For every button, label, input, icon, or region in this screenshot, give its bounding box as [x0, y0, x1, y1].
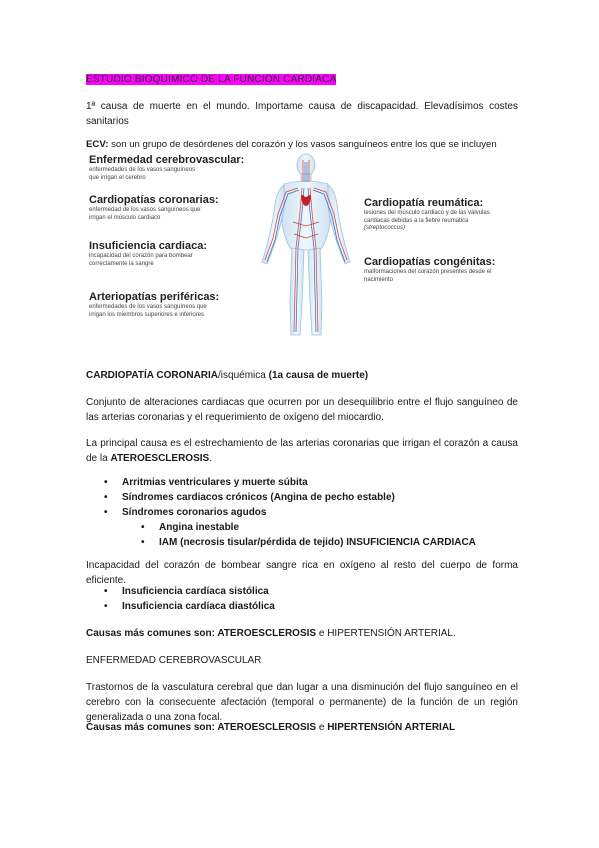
figure-label-cerebrovascular: Enfermedad cerebrovascular: enfermedades de los vasos sanguíneos que irrigan el cerebro: [89, 154, 245, 181]
list-item: • Insuficiencia cardíaca diastólica: [104, 599, 524, 614]
human-body-illustration: [246, 152, 366, 342]
ecv-paragraph: ECV: son un grupo de desórdenes del corazón y los vasos sanguíneos entre los que se incluyen: [86, 139, 497, 150]
figure-label-perifericas: Arteriopatías periféricas: enfermedades de los vasos sanguíneos que irrigan los miembros superiores e inferiores: [89, 291, 220, 318]
coronaria-definition: Conjunto de alteraciones cardiacas que ocurren por un desequilibrio entre el flujo sanguíneo de las arterias coronarias y el requerimiento de oxígeno del miocardio.: [86, 397, 518, 423]
cerebrovascular-causas: Causas más comunes son: ATEROESCLEROSIS e HIPERTENSIÓN ARTERIAL: [86, 722, 456, 733]
list-item: • Síndromes cardiacos crónicos (Angina de pecho estable): [104, 490, 524, 505]
coronaria-sublist: [141, 520, 531, 550]
cerebrovascular-definition: Trastornos de la vasculatura cerebral que dan lugar a una disminución del flujo sanguíneo en el cerebro con la consecuente afectación (temporal o permanente) de la función de un región generalizada o una zona focal.: [86, 682, 518, 723]
coronaria-list: [104, 475, 524, 520]
list-item: • Angina inestable: [141, 520, 531, 535]
figure-label-reumatica: Cardiopatía reumática: lesiones del músculo cardiaco y de las válvulas cardiacas debidas a la fiebre reumática (streptococcus): [364, 197, 490, 231]
list-item: • Insuficiencia cardíaca sistólica: [104, 584, 524, 599]
coronaria-causa: La principal causa es el estrechamiento de las arterias coronarias que irrigan el corazón a causa de la ATEROESCLEROSIS.: [86, 438, 518, 464]
list-item: • Síndromes coronarios agudos: [104, 505, 524, 520]
cerebrovascular-heading: ENFERMEDAD CEREBROVASCULAR: [86, 655, 262, 666]
figure-label-insuficiencia: Insuficiencia cardiaca: incapacidad del corazón para bombear correctamente la sangre: [89, 240, 207, 267]
insuficiencia-list: [104, 584, 524, 614]
intro-paragraph: 1ª causa de muerte en el mundo. Importame causa de discapacidad. Elevadísimos costes sanitarios: [86, 101, 518, 127]
figure-label-congenitas: Cardiopatías congénitas: malformaciones del corazón presentes desde el nacimiento: [364, 256, 496, 283]
coronaria-heading: CARDIOPATÍA CORONARIA/isquémica (1a causa de muerte): [86, 370, 369, 381]
list-item: • Arritmias ventriculares y muerte súbita: [104, 475, 524, 490]
list-item: • IAM (necrosis tisular/pérdida de tejido) INSUFICIENCIA CARDIACA: [141, 535, 531, 550]
cardiovascular-figure: [86, 152, 518, 342]
document-title: ESTUDIO BIOQUIMICO DE LA FUNCION CARDIACA: [86, 74, 337, 85]
figure-label-coronarias: Cardiopatías coronarias: enfermedad de los vasos sanguíneos que irrigan el músculo cardiaco: [89, 194, 219, 221]
insuficiencia-causas: Causas más comunes son: ATEROESCLEROSIS e HIPERTENSIÓN ARTERIAL.: [86, 628, 456, 639]
insuficiencia-definition: Incapacidad del corazón de bombear sangre rica en oxígeno al resto del cuerpo de forma eficiente.: [86, 560, 518, 586]
